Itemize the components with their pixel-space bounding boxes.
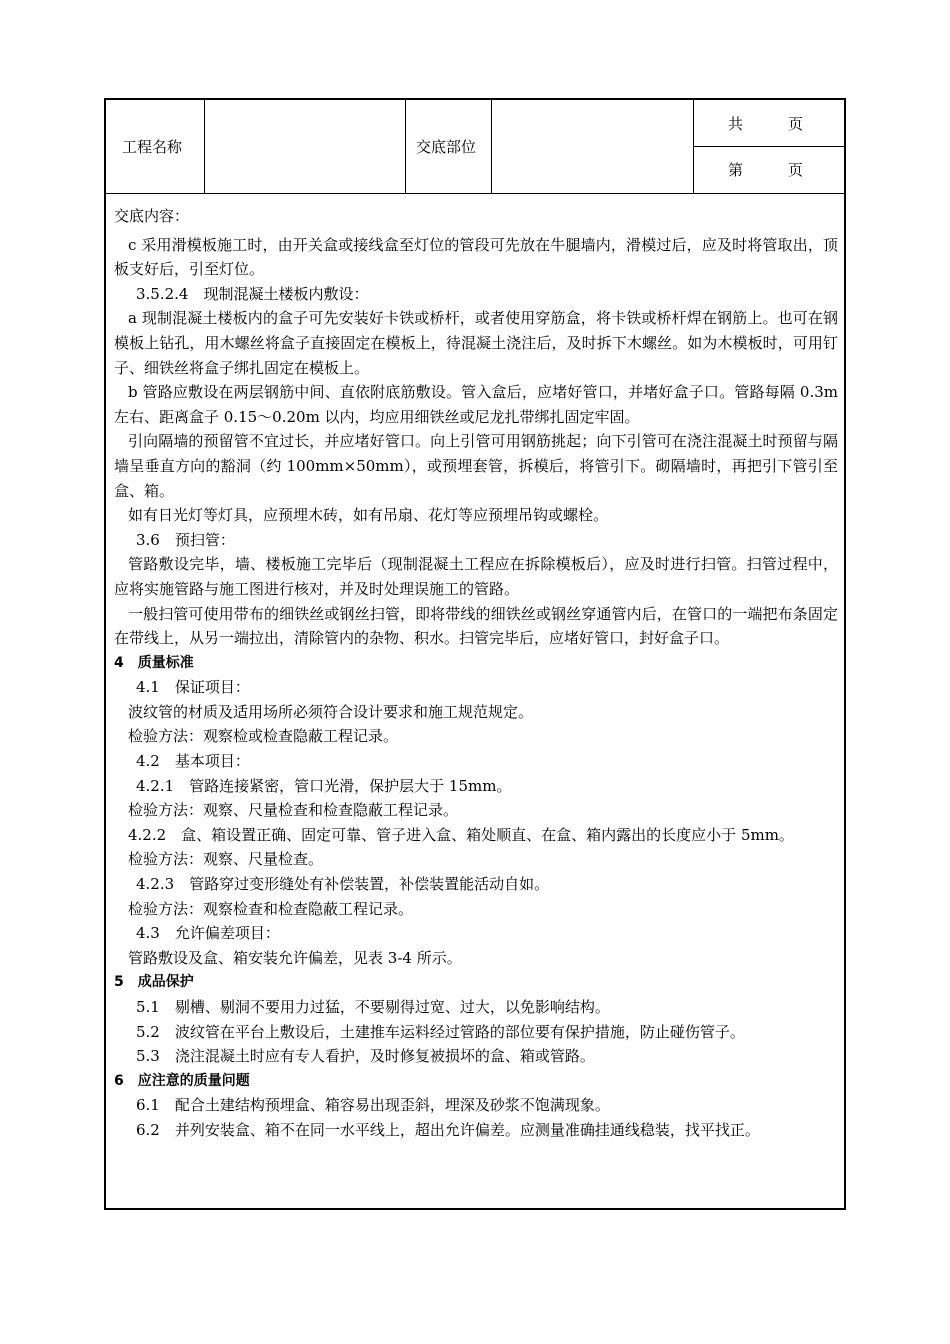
content-paragraph: 5.1 剔槽、剔洞不要用力过猛，不要剔得过宽、过大，以免影响结构。: [136, 998, 610, 1016]
content-paragraph: 检验方法：观察检查和检查隐蔽工程记录。: [128, 899, 414, 918]
section-heading: 5 成品保护: [114, 974, 194, 991]
content-paragraph: 检验方法：观察、尺量检查和检查隐蔽工程记录。: [128, 801, 459, 820]
divider: [693, 146, 844, 147]
page-number: 第 页: [728, 161, 804, 179]
content-paragraph: 检验方法：观察检或检查隐蔽工程记录。: [128, 727, 399, 746]
content-paragraph: 6.1 配合土建结构预埋盒、箱容易出现歪斜，埋深及砂浆不饱满现象。: [136, 1096, 610, 1115]
content-paragraph: 5.3 浇注混凝土时应有专人看护，及时修复被损坏的盒、箱或管路。: [136, 1047, 595, 1066]
content-paragraph: 4.2.1 管路连接紧密，管口光滑，保护层大于 15mm。: [136, 776, 512, 795]
content-paragraph: 4.2.3 管路穿过变形缝处有补偿装置，补偿装置能活动自如。: [136, 875, 550, 894]
content-paragraph: 检验方法：观察、尺量检查。: [128, 850, 324, 869]
content-paragraph: 波纹管的材质及适用场所必须符合设计要求和施工规范规定。: [128, 702, 534, 721]
content-paragraph: a 现制混凝土楼板内的盒子可先安装好卡铁或桥杆，或者使用穿筋盒，将卡铁或桥杆焊在钢筋上。也可在钢模板上钻孔，用木螺丝将盒子直接固定在模板上，待混凝土浇注后，及时拆下木螺丝。如为木模板时，可用钉子、细铁丝将盒子绑扎固定在模板上。: [114, 309, 838, 377]
section-heading: 4 质量标准: [114, 654, 194, 671]
content-paragraph: 3.6 预扫管：: [136, 530, 235, 549]
divider: [491, 100, 492, 193]
content-paragraph: 4.2 基本项目：: [136, 752, 250, 771]
content-paragraph: 一般扫管可使用带布的细铁丝或钢丝扫管，即将带线的细铁丝或钢丝穿通管内后，在管口的一端把布条固定在带线上，从另一端拉出，清除管内的杂物、积水。扫管完毕后，应堵好管口，封好盒子口。: [114, 604, 838, 648]
project-name-label: 工程名称: [122, 138, 183, 156]
content-paragraph: b 管路应敷设在两层钢筋中间、直依附底筋敷设。管入盒后，应堵好管口，并堵好盒子口。管路每隔 0.3m 左右、距离盒子 0.15～0.20m 以内，均应用细铁丝或尼龙扎带绑扎固定牢固。: [114, 383, 838, 426]
content-paragraph: 如有日光灯等灯具，应预埋木砖，如有吊扇、花灯等应预埋吊钩或螺栓。: [128, 506, 609, 525]
content-paragraph: c 采用滑模板施工时，由开关盒或接线盒至灯位的管段可先放在牛腿墙内，滑模过后，应及时将管取出，顶板支好后，引至灯位。: [114, 235, 838, 279]
content-paragraph: 6.2 并列安装盒、箱不在同一水平线上，超出允许偏差。应测量准确挂通线稳装，找平找正。: [136, 1120, 760, 1139]
content-paragraph: 3.5.2.4 现制混凝土楼板内敷设：: [136, 284, 369, 303]
content-body: [114, 233, 838, 1143]
section-heading: 6 应注意的质量问题: [114, 1072, 250, 1089]
content-paragraph: 管路敷设及盒、箱安装允许偏差，见表 3-4 所示。: [128, 948, 462, 967]
disclosure-form: [104, 98, 846, 1210]
form-header: [106, 100, 844, 194]
content-paragraph: 4.2.2 盒、箱设置正确、固定可靠、管子进入盒、箱处顺直、在盒、箱内露出的长度应小于 5mm。: [128, 825, 794, 844]
content-paragraph: 5.2 波纹管在平台上敷设后，土建推车运料经过管路的部位要有保护措施，防止碰伤管子。: [136, 1022, 745, 1041]
handover-part-label: 交底部位: [416, 138, 477, 156]
content-paragraph: 管路敷设完毕，墙、楼板施工完毕后（现制混凝土工程应在拆除模板后），应及时进行扫管。扫管过程中，应将实施管路与施工图进行核对，并及时处理误施工的管路。: [114, 555, 838, 598]
content-paragraph: 引向隔墙的预留管不宜过长，并应堵好管口。向上引管可用钢筋挑起；向下引管可在浇注混凝土时预留与隔墙呈垂直方向的豁洞（约 100mm×50mm），或预埋套管，拆模后，将管引下。砌隔墙时，再把引下管引至盒、箱。: [114, 432, 838, 500]
total-pages: 共 页: [728, 115, 804, 133]
divider: [204, 100, 205, 193]
content-title: 交底内容：: [114, 207, 190, 225]
divider: [405, 100, 406, 193]
disclosure-content: [114, 204, 838, 1143]
content-paragraph: 4.3 允许偏差项目：: [136, 924, 280, 943]
content-paragraph: 4.1 保证项目：: [136, 678, 250, 697]
